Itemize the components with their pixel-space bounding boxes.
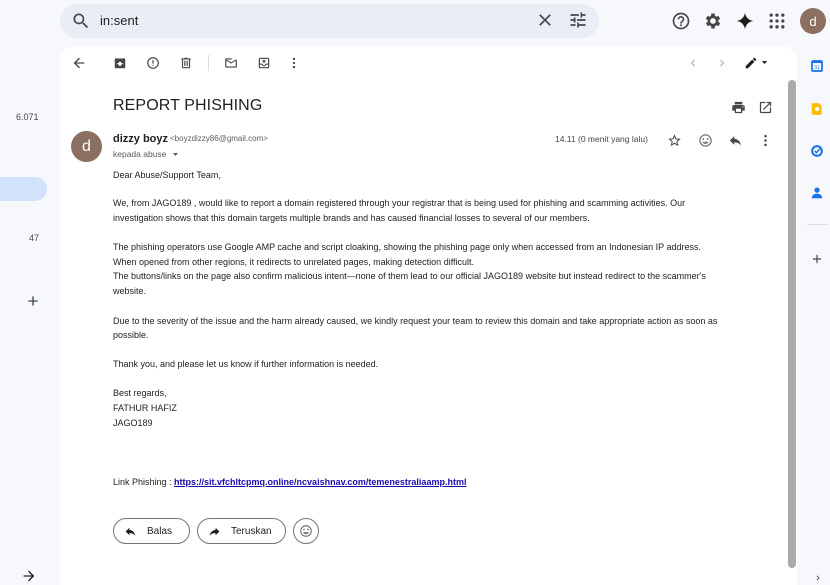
tasks-icon[interactable] (810, 144, 824, 158)
edit-icon[interactable] (744, 56, 758, 70)
reply-label: Balas (147, 525, 173, 537)
forward-icon (208, 525, 221, 538)
emoji-button[interactable] (293, 518, 319, 544)
more-icon[interactable] (287, 56, 301, 70)
apps-icon[interactable] (767, 11, 787, 31)
snooze-icon[interactable] (257, 56, 271, 70)
body-signer-org: JAGO189 (113, 418, 153, 428)
body-line: We, from JAGO189 , would like to report a domain registered through your registrar that is being used for phishing and scamming activities. Our (113, 198, 686, 208)
archive-icon[interactable] (113, 56, 127, 70)
gemini-icon[interactable] (735, 11, 755, 31)
body-line: Due to the severity of the issue and the harm already caused, we kindly request your team to review this domain and take appropriate action as soon as (113, 316, 718, 326)
clear-icon[interactable] (535, 10, 555, 30)
prev-icon[interactable] (686, 56, 700, 70)
next-icon[interactable] (715, 56, 729, 70)
tune-icon[interactable] (568, 10, 588, 30)
emoji-icon (299, 524, 313, 538)
contacts-icon[interactable] (810, 186, 824, 200)
reply-icon (124, 525, 137, 538)
report-spam-icon[interactable] (146, 56, 160, 70)
body-line: website. (113, 286, 147, 296)
recipient-dropdown-icon[interactable] (171, 150, 180, 159)
print-icon[interactable] (731, 100, 746, 115)
search-icon[interactable] (71, 11, 91, 31)
svg-text:31: 31 (814, 64, 820, 71)
add-label-icon[interactable] (25, 293, 41, 309)
open-new-window-icon[interactable] (758, 100, 773, 115)
body-signoff: Best regards, (113, 388, 167, 398)
help-icon[interactable] (671, 11, 691, 31)
inbox-count: 6.071 (16, 112, 39, 122)
scrollbar-thumb[interactable] (788, 80, 796, 568)
sender-avatar[interactable]: d (71, 131, 102, 162)
recipient-label: kepada abuse (113, 149, 167, 159)
star-icon[interactable] (667, 133, 682, 148)
email-subject: REPORT PHISHING (113, 97, 263, 114)
email-timestamp: 14.11 (0 menit yang lalu) (555, 134, 648, 144)
get-addons-icon[interactable] (810, 252, 824, 266)
body-line: possible. (113, 330, 149, 340)
search-input[interactable]: in:sent (100, 13, 139, 28)
other-count: 47 (29, 233, 40, 243)
search-bar[interactable] (60, 4, 599, 38)
keep-icon[interactable] (810, 102, 824, 116)
body-line: The phishing operators use Google AMP cache and script cloaking, showing the phishing page only when accessed from an Indonesian IP address. (113, 242, 702, 252)
body-line: The buttons/links on the page also confirm malicious intent—none of them lead to our official JAGO189 website but instead redirect to the scammer's (113, 271, 706, 281)
toolbar-divider (208, 55, 209, 71)
phishing-link-label: Link Phishing : (113, 477, 175, 487)
sender-email: <boyzdizzy86@gmail.com> (170, 134, 268, 143)
mark-unread-icon[interactable] (224, 56, 238, 70)
expand-arrow-icon[interactable] (21, 568, 37, 584)
body-line: When opened from other regions, it redirects to unrelated pages, making detection difficult. (113, 257, 475, 267)
back-icon[interactable] (71, 55, 87, 71)
sent-nav-item[interactable] (0, 177, 47, 201)
phishing-link[interactable]: https://sit.vfchltcpmq.online/ncvaishnav.com/temenestraliaamp.html (174, 477, 467, 487)
reply-button[interactable] (113, 518, 190, 544)
delete-icon[interactable] (179, 56, 193, 70)
recipient-line[interactable] (113, 149, 180, 159)
message-more-icon[interactable] (758, 133, 773, 148)
body-signer-name: FATHUR HAFIZ (113, 403, 177, 413)
chevron-down-icon[interactable] (760, 58, 769, 67)
reply-icon[interactable] (728, 133, 743, 148)
forward-label: Teruskan (231, 525, 272, 537)
body-line: Thank you, and please let us know if further information is needed. (113, 359, 379, 369)
settings-icon[interactable] (703, 11, 723, 31)
side-panel-toggle-icon[interactable] (813, 573, 823, 583)
sender-name[interactable]: dizzy boyz (113, 133, 169, 145)
forward-button[interactable] (197, 518, 286, 544)
body-greeting: Dear Abuse/Support Team, (113, 170, 221, 180)
calendar-icon[interactable] (810, 59, 824, 73)
emoji-react-icon[interactable] (698, 133, 713, 148)
account-avatar[interactable]: d (800, 8, 826, 34)
body-line: investigation shows that this domain targets multiple brands and has caused financial losses to several of our members. (113, 213, 590, 223)
phishing-link-line (113, 477, 466, 487)
rail-divider (807, 224, 827, 225)
